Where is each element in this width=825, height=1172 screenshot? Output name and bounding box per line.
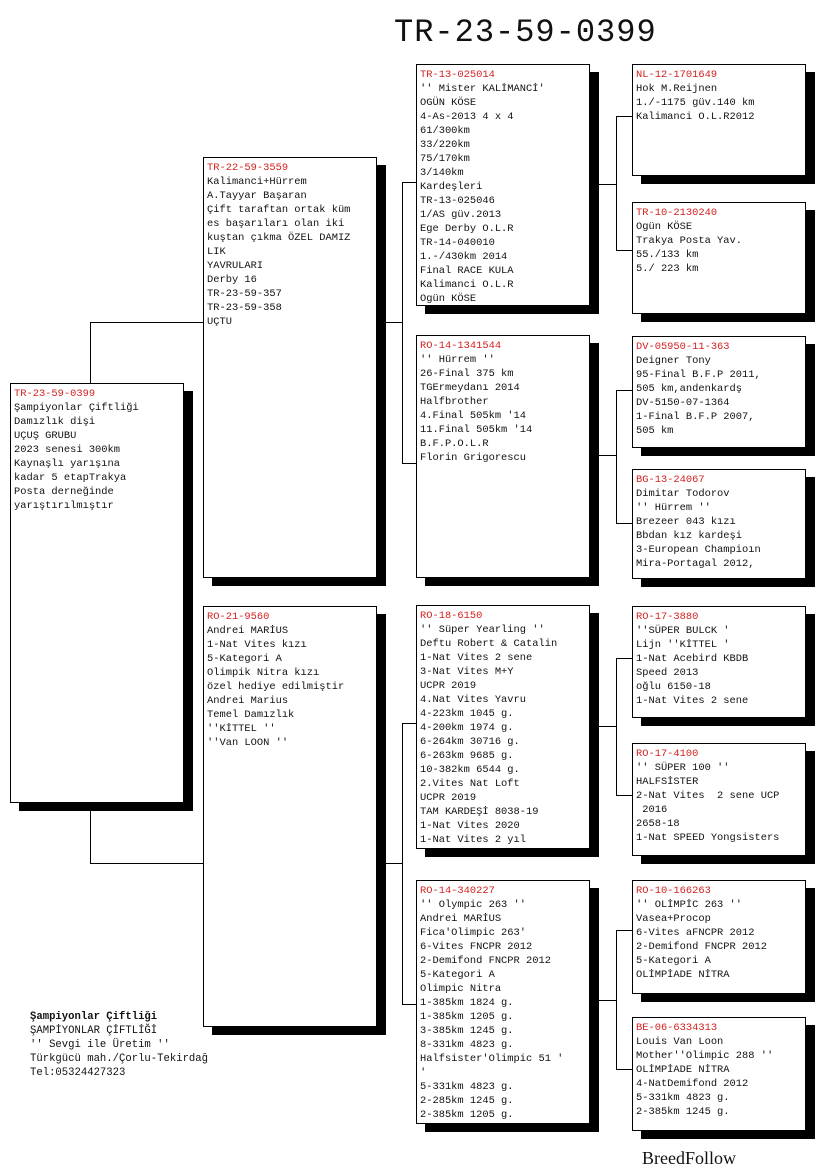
card-line: 1-Nat SPEED Yongsisters xyxy=(636,832,780,844)
card-line: 4.Nat Vites Yavru xyxy=(420,694,527,706)
card-line: Ogün KÖSE xyxy=(420,293,477,305)
connector xyxy=(616,658,633,659)
card-line: 3-385km 1245 g. xyxy=(420,1025,514,1037)
subject-card[interactable] xyxy=(10,383,184,803)
card-line: OLİMPİADE NİTRA xyxy=(636,1064,730,1076)
card-line: Mother''Olimpic 288 '' xyxy=(636,1050,774,1062)
dam-sire-dam-card[interactable] xyxy=(632,743,806,856)
connector xyxy=(90,322,91,384)
card-line: Olimpik Nitra kızı xyxy=(207,667,320,679)
card-line: Ege Derby O.L.R xyxy=(420,223,514,235)
connector xyxy=(598,726,616,727)
card-line: es başarıları olan iki xyxy=(207,218,345,230)
card-line: '' OLİMPİC 263 '' xyxy=(636,899,743,911)
connector xyxy=(598,1000,616,1001)
connector xyxy=(616,930,617,1070)
card-line: '' Mister KALİMANCİ' xyxy=(420,83,545,95)
card-line: Kalimanci O.L.R xyxy=(420,279,514,291)
card-line: kadar 5 etapTrakya xyxy=(14,472,127,484)
sire-card[interactable] xyxy=(203,157,377,578)
ring-number: BE-06-6334313 xyxy=(636,1022,718,1034)
card-line: 505 km,andenkardş xyxy=(636,383,743,395)
card-line: LIK xyxy=(207,246,226,258)
card-line: 26-Final 375 km xyxy=(420,368,514,380)
card-line: 2-285km 1245 g. xyxy=(420,1095,514,1107)
connector xyxy=(402,723,403,1005)
card-line: UCPR 2019 xyxy=(420,792,477,804)
connector xyxy=(385,863,403,864)
card-line: 1-Final B.F.P 2007, xyxy=(636,411,755,423)
connector xyxy=(616,930,633,931)
ring-number: TR-22-59-3559 xyxy=(207,162,289,174)
card-line: Derby 16 xyxy=(207,274,257,286)
connector xyxy=(90,322,204,323)
card-line: ''KİTTEL '' xyxy=(207,723,276,735)
ring-number: TR-10-2130240 xyxy=(636,207,718,219)
connector xyxy=(402,1004,417,1005)
card-line: Brezeer 043 kızı xyxy=(636,516,736,528)
ring-number: NL-12-1701649 xyxy=(636,69,718,81)
dam-dam-dam-card[interactable] xyxy=(632,1017,806,1131)
ring-number: BG-13-24067 xyxy=(636,474,705,486)
card-line: Mira-Portagal 2012, xyxy=(636,558,755,570)
card-line: Kardeşleri xyxy=(420,181,483,193)
connector xyxy=(598,184,616,185)
card-line: 2658-18 xyxy=(636,818,680,830)
card-line: 2-Nat Vites 2 sene UCP xyxy=(636,790,780,802)
card-line: Deigner Tony xyxy=(636,355,711,367)
card-line: UÇTU xyxy=(207,316,232,328)
card-line: 1-Nat Acebird KBDB xyxy=(636,653,749,665)
card-line: 505 km xyxy=(636,425,674,437)
card-line: Hok M.Reijnen xyxy=(636,83,718,95)
brand-logo: BreedFollow xyxy=(642,1148,736,1168)
card-line: TR-13-025046 xyxy=(420,195,495,207)
pedigree-title: TR-23-59-0399 xyxy=(394,14,657,51)
card-line: Çift taraftan ortak küm xyxy=(207,204,351,216)
card-line: UCPR 2019 xyxy=(420,680,477,692)
card-line: 3-Nat Vites M+Y xyxy=(420,666,514,678)
card-line: 5-Kategori A xyxy=(636,955,711,967)
card-line: 1/AS güv.2013 xyxy=(420,209,502,221)
connector xyxy=(598,455,616,456)
dam-dam-card[interactable] xyxy=(416,880,590,1124)
ring-number: TR-23-59-0399 xyxy=(14,388,96,400)
card-line: Olimpic Nitra xyxy=(420,983,502,995)
card-line: '' Süper Yearling '' xyxy=(420,624,545,636)
card-line: Halfsister'Olimpic 51 ' xyxy=(420,1053,564,1065)
card-line: 2-Demifond FNCPR 2012 xyxy=(420,955,551,967)
connector xyxy=(402,463,417,464)
card-line: Deftu Robert & Catalin xyxy=(420,638,558,650)
card-line: TR-23-59-358 xyxy=(207,302,282,314)
connector xyxy=(385,322,403,323)
card-line: TR-14-040010 xyxy=(420,237,495,249)
dam-sire-sire-card[interactable] xyxy=(632,606,806,718)
card-line: Kalimanci O.L.R2012 xyxy=(636,111,755,123)
card-line: 6-264km 30716 g. xyxy=(420,736,520,748)
card-line: '' Hürrem '' xyxy=(420,354,495,366)
ring-number: TR-13-025014 xyxy=(420,69,495,81)
card-line: Florin Grigorescu xyxy=(420,452,527,464)
connector xyxy=(616,390,617,524)
sire-sire-dam-card[interactable] xyxy=(632,202,806,314)
card-line: Ogün KÖSE xyxy=(636,221,693,233)
card-line: DV-5150-07-1364 xyxy=(636,397,730,409)
connector xyxy=(616,116,633,117)
ring-number: RO-18-6150 xyxy=(420,610,483,622)
card-line: Dimitar Todorov xyxy=(636,488,730,500)
owner-address: Türkgücü mah./Çorlu-Tekirdağ xyxy=(30,1053,209,1065)
card-line: Andrei MARİUS xyxy=(207,625,289,637)
card-line: ''SÜPER BULCK ' xyxy=(636,625,730,637)
connector xyxy=(616,523,633,524)
card-line: Lijn ''KİTTEL ' xyxy=(636,639,730,651)
card-line: Trakya Posta Yav. xyxy=(636,235,743,247)
card-line: 5-Kategori A xyxy=(207,653,282,665)
ring-number: DV-05950-11-363 xyxy=(636,341,730,353)
dam-dam-sire-card[interactable] xyxy=(632,880,806,994)
connector xyxy=(616,658,617,795)
card-line: OGÜN KÖSE xyxy=(420,97,477,109)
card-line: Şampiyonlar Çiftliği xyxy=(14,402,139,414)
connector xyxy=(616,250,633,251)
card-line: 55./133 km xyxy=(636,249,699,261)
card-line: '' Olympic 263 '' xyxy=(420,899,527,911)
card-line: 33/220km xyxy=(420,139,470,151)
card-line: TR-23-59-357 xyxy=(207,288,282,300)
ring-number: RO-17-4100 xyxy=(636,748,699,760)
owner-slogan: '' Sevgi ile Üretim '' xyxy=(30,1039,170,1051)
card-line: 1-Nat Vites 2020 xyxy=(420,820,520,832)
card-line: A.Tayyar Başaran xyxy=(207,190,307,202)
card-line: Vasea+Procop xyxy=(636,913,711,925)
ring-number: RO-10-166263 xyxy=(636,885,711,897)
card-line: 1-385km 1205 g. xyxy=(420,1011,514,1023)
card-line: oğlu 6150-18 xyxy=(636,681,711,693)
card-line: '' SÜPER 100 '' xyxy=(636,762,730,774)
connector xyxy=(616,390,633,391)
card-line: Temel Damızlık xyxy=(207,709,295,721)
card-line: 1-385km 1824 g. xyxy=(420,997,514,1009)
card-line: 1-Nat Vites kızı xyxy=(207,639,307,651)
card-line: 61/300km xyxy=(420,125,470,137)
card-line: Andrei Marius xyxy=(207,695,289,707)
ring-number: RO-17-3880 xyxy=(636,611,699,623)
owner-name-upper: ŞAMPİYONLAR ÇİFTLİĞİ xyxy=(30,1025,158,1037)
connector xyxy=(402,182,403,464)
sire-sire-sire-card[interactable] xyxy=(632,64,806,176)
card-line: Speed 2013 xyxy=(636,667,699,679)
card-line: 4-200km 1974 g. xyxy=(420,722,514,734)
card-line: TAM KARDEŞİ 8038-19 xyxy=(420,806,539,818)
card-line: 2023 senesi 300km xyxy=(14,444,121,456)
card-line: YAVRULARI xyxy=(207,260,264,272)
owner-info xyxy=(30,1010,208,1080)
card-line: kuştan çıkma ÖZEL DAMIZ xyxy=(207,232,351,244)
card-line: 2-385km 1205 g. xyxy=(420,1109,514,1121)
card-line: UÇUŞ GRUBU xyxy=(14,430,77,442)
card-line: 11.Final 505km '14 xyxy=(420,424,533,436)
card-line: 4-As-2013 4 x 4 xyxy=(420,111,514,123)
card-line: 3-European Champioın xyxy=(636,544,761,556)
card-line: 10-382km 6544 g. xyxy=(420,764,520,776)
card-line: Kaynaşlı yarışına xyxy=(14,458,121,470)
card-line: Posta derneğinde xyxy=(14,486,114,498)
card-line: 6-263km 9685 g. xyxy=(420,750,514,762)
sire-sire-card[interactable] xyxy=(416,64,590,306)
card-line: B.F.P.O.L.R xyxy=(420,438,489,450)
card-line: yarıştırılmıştır xyxy=(14,500,114,512)
card-line: OLİMPİADE NİTRA xyxy=(636,969,730,981)
card-line: 1-Nat Vites 2 yıl xyxy=(420,834,527,846)
card-line: 3/140km xyxy=(420,167,464,179)
card-line: 4-NatDemifond 2012 xyxy=(636,1078,749,1090)
card-line: Bbdan kız kardeşi xyxy=(636,530,743,542)
connector xyxy=(90,863,204,864)
card-line: 5-331km 4823 g. xyxy=(636,1092,730,1104)
sire-dam-sire-card[interactable] xyxy=(632,336,806,448)
card-line: Kalimanci+Hürrem xyxy=(207,176,307,188)
card-line: 75/170km xyxy=(420,153,470,165)
card-line: Louis Van Loon xyxy=(636,1036,724,1048)
card-line: HALFSİSTER xyxy=(636,776,699,788)
card-line: TGErmeydanı 2014 xyxy=(420,382,520,394)
card-line: ' xyxy=(420,1067,427,1079)
card-line: 1-Nat Vites 2 sene xyxy=(636,695,749,707)
card-line: Final RACE KULA xyxy=(420,265,514,277)
connector xyxy=(616,1069,633,1070)
card-line: 4-223km 1045 g. xyxy=(420,708,514,720)
card-line: ''Van LOON '' xyxy=(207,737,289,749)
card-line: 8-331km 4823 g. xyxy=(420,1039,514,1051)
dam-sire-card[interactable] xyxy=(416,605,590,849)
ring-number: RO-21-9560 xyxy=(207,611,270,623)
card-line: 6-Vites aFNCPR 2012 xyxy=(636,927,755,939)
connector xyxy=(402,723,417,724)
sire-dam-card[interactable] xyxy=(416,335,590,578)
card-line: 2-Demifond FNCPR 2012 xyxy=(636,941,767,953)
connector xyxy=(90,802,91,863)
dam-card[interactable] xyxy=(203,606,377,1027)
owner-name: Şampiyonlar Çiftliği xyxy=(30,1011,158,1023)
connector xyxy=(402,182,417,183)
card-line: Fica'Olimpic 263' xyxy=(420,927,527,939)
connector xyxy=(616,795,633,796)
owner-phone: Tel:05324427323 xyxy=(30,1067,126,1079)
card-line: özel hediye edilmiştir xyxy=(207,681,345,693)
card-line: 4.Final 505km '14 xyxy=(420,410,527,422)
card-line: Andrei MARİUS xyxy=(420,913,502,925)
card-line: 5./ 223 km xyxy=(636,263,699,275)
card-line: 1-Nat Vites 2 sene xyxy=(420,652,533,664)
card-line: 2016 xyxy=(636,804,668,816)
card-line: 2.Vites Nat Loft xyxy=(420,778,520,790)
ring-number: RO-14-340227 xyxy=(420,885,495,897)
connector xyxy=(616,116,617,250)
card-line: 5-331km 4823 g. xyxy=(420,1081,514,1093)
card-line: Halfbrother xyxy=(420,396,489,408)
card-line: 6-Vites FNCPR 2012 xyxy=(420,941,533,953)
card-line: 1.-/430km 2014 xyxy=(420,251,508,263)
ring-number: RO-14-1341544 xyxy=(420,340,502,352)
card-line: Damızlık dişi xyxy=(14,416,96,428)
card-line: 2-385km 1245 g. xyxy=(636,1106,730,1118)
card-line: 95-Final B.F.P 2011, xyxy=(636,369,761,381)
sire-dam-dam-card[interactable] xyxy=(632,469,806,579)
card-line: 1./-1175 güv.140 km xyxy=(636,97,755,109)
card-line: 5-Kategori A xyxy=(420,969,495,981)
card-line: '' Hürrem '' xyxy=(636,502,711,514)
